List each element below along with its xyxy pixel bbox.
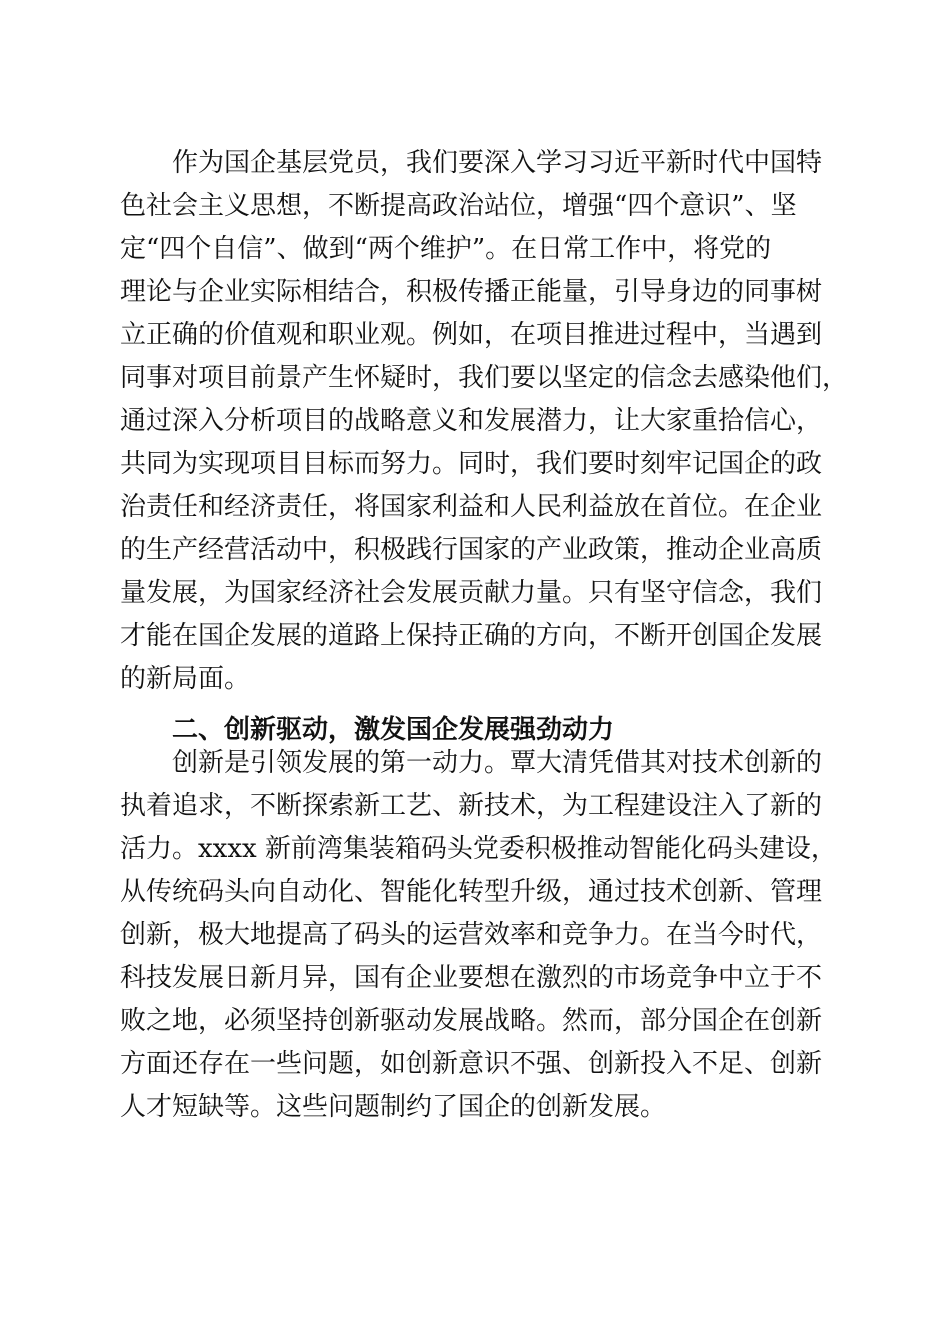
paragraph-1-line-12: 才能在国企发展的道路上保持正确的方向，不断开创国企发展 [120,621,823,651]
paragraph-2-line-6: 科技发展日新月异，国有企业要想在激烈的市场竞争中立于不 [120,963,823,993]
paragraph-1-line-11: 量发展，为国家经济社会发展贡献力量。只有坚守信念，我们 [120,578,823,608]
paragraph-1-line-7: 通过深入分析项目的战略意义和发展潜力，让大家重拾信心， [120,406,823,436]
paragraph-1-line-6: 同事对项目前景产生怀疑时，我们要以坚定的信念去感染他们， [120,363,849,393]
paragraph-1-line-10: 的生产经营活动中，积极践行国家的产业政策，推动企业高质 [120,535,823,565]
paragraph-1-line-9: 治责任和经济责任，将国家利益和人民利益放在首位。在企业 [120,492,823,522]
paragraph-2-line-7: 败之地，必须坚持创新驱动发展战略。然而，部分国企在创新 [120,1006,823,1036]
paragraph-1-line-4: 理论与企业实际相结合，积极传播正能量，引导身边的同事树 [120,277,823,307]
paragraph-2-line-2: 执着追求，不断探索新工艺、新技术，为工程建设注入了新的 [120,791,823,821]
paragraph-2-line-8: 方面还存在一些问题，如创新意识不强、创新投入不足、创新 [120,1049,823,1079]
paragraph-1-line-8: 共同为实现项目目标而努力。同时，我们要时刻牢记国企的政 [120,449,823,479]
paragraph-2-line-1: 创新是引领发展的第一动力。覃大清凭借其对技术创新的 [172,748,823,778]
section-heading: 二、创新驱动，激发国企发展强劲动力 [172,715,615,745]
paragraph-2-line-3: 活力。xxxx 新前湾集装箱码头党委积极推动智能化码头建设， [120,834,837,864]
paragraph-2-line-9: 人才短缺等。这些问题制约了国企的创新发展。 [120,1092,667,1122]
paragraph-1-line-1: 作为国企基层党员，我们要深入学习习近平新时代中国特 [172,148,823,178]
paragraph-1-line-13: 的新局面。 [120,664,251,694]
paragraph-1-line-2: 色社会主义思想，不断提高政治站位，增强“四个意识”、坚 [120,191,797,221]
paragraph-2-line-4: 从传统码头向自动化、智能化转型升级，通过技术创新、管理 [120,877,823,907]
paragraph-1-line-3: 定“四个自信”、做到“两个维护”。在日常工作中，将党的 [120,234,772,264]
paragraph-2-line-5: 创新，极大地提高了码头的运营效率和竞争力。在当今时代， [120,920,823,950]
paragraph-1-line-5: 立正确的价值观和职业观。例如，在项目推进过程中，当遇到 [120,320,823,350]
